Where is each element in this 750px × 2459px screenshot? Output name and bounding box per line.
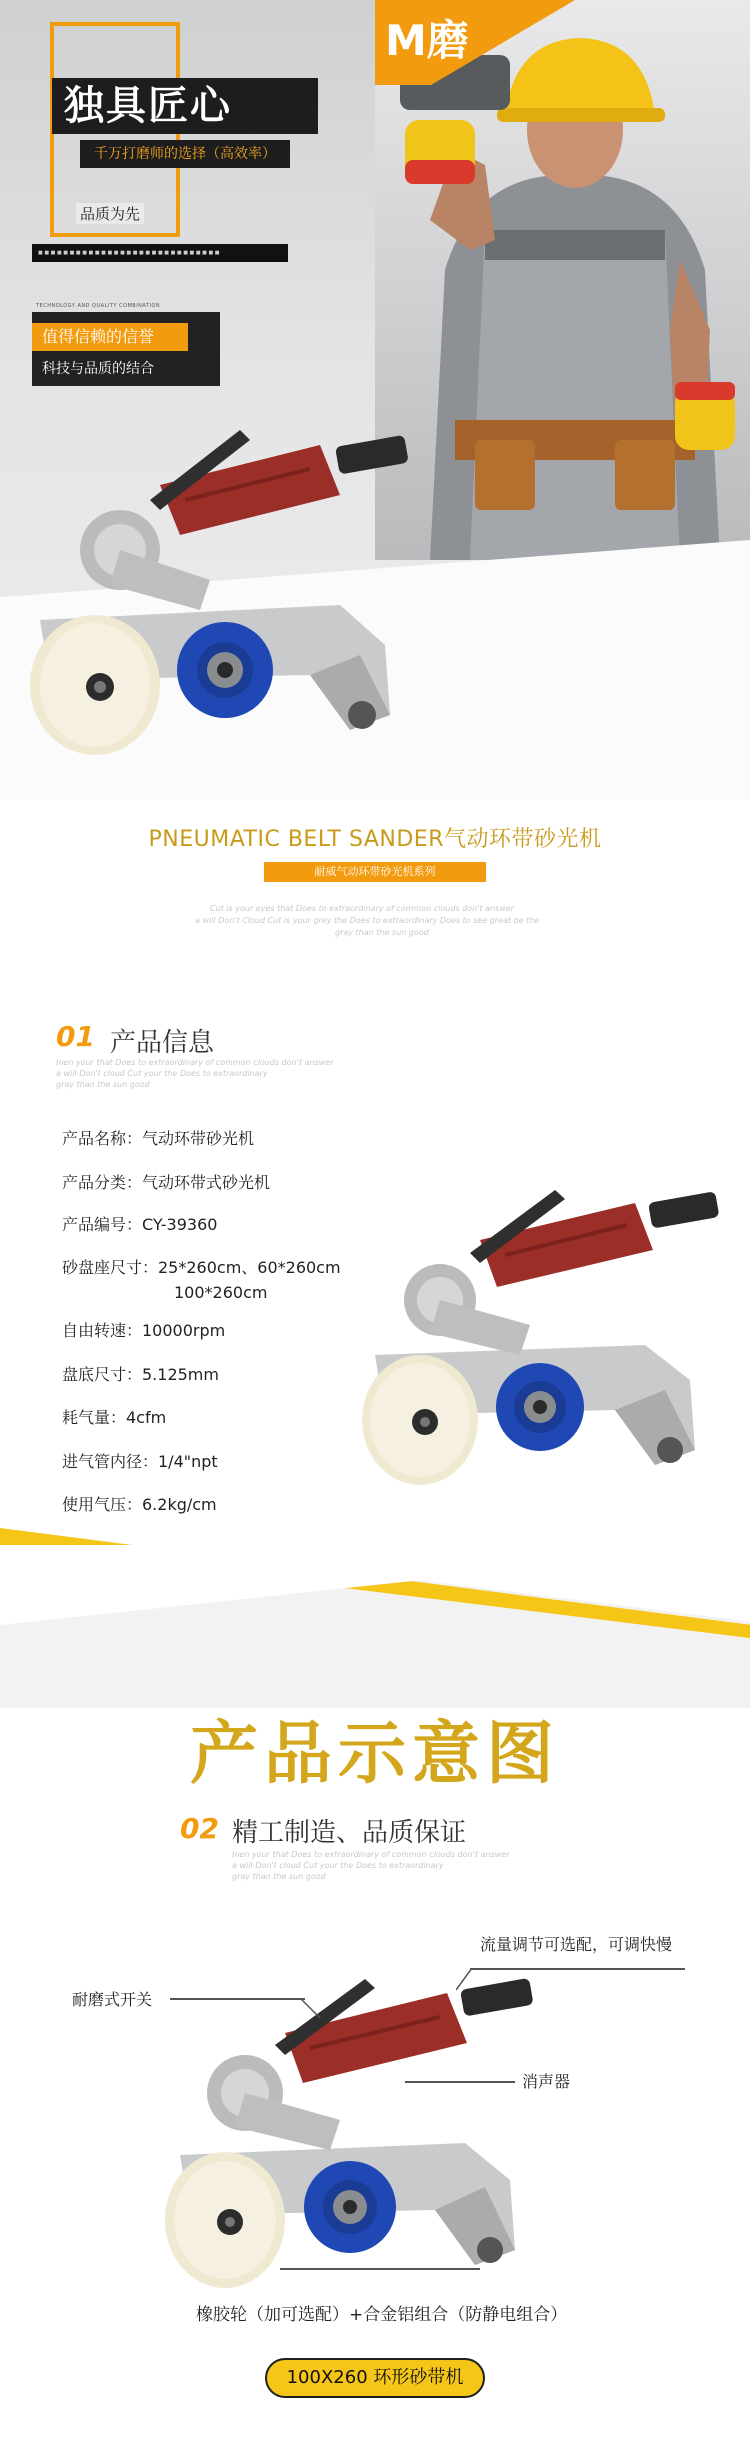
callout-switch-tick [300, 1998, 324, 2022]
section1-filler-3: gray than the sun good [56, 1080, 150, 1089]
trust-subtitle: 科技与品质的结合 [42, 361, 154, 377]
callout-muffler: 消声器 [522, 2072, 571, 2091]
section1-title: 产品信息 [110, 1028, 215, 1058]
diagram-big-title: 产品示意图 [189, 1715, 560, 1794]
section1-filler-1: Inen your that Does to extraordinary of common clouds don't answer [56, 1058, 334, 1067]
spec-pressure: 使用气压：6.2kg/cm [62, 1495, 217, 1514]
callout-flow-adjust: 流量调节可选配，可调快慢 [480, 1935, 673, 1954]
sander-spec-image [345, 1185, 740, 1505]
callout-wheel-line [280, 2268, 480, 2270]
callout-switch: 耐磨式开关 [72, 1990, 153, 2009]
section2-number: 02 [180, 1812, 219, 1845]
callout-wheel: 橡胶轮（加可选配）+合金铝组合（防静电组合） [196, 2305, 568, 2325]
section2-title: 精工制造、品质保证 [232, 1818, 467, 1848]
model-badge: 100X260 环形砂带机 [265, 2358, 485, 2398]
sander-diagram-image [155, 1975, 555, 2305]
trust-title: 值得信赖的信誉 [32, 323, 188, 351]
product-series-label: 耐威气动环带砂光机系列 [264, 862, 486, 882]
hero-tech-line: TECHNOLOGY AND QUALITY COMBINATION [36, 303, 161, 309]
brand-badge-text: M磨 [385, 16, 469, 65]
filler-text-2: a will Don't Cloud Cut is your grey the Does to extraordinary Does to see great be the [195, 916, 540, 925]
filler-text-3: gray than the sun good [335, 928, 429, 937]
hero-quality-text: 品质为先 [76, 203, 144, 224]
hero-subtitle: 千万打磨师的选择（高效率） [80, 140, 290, 168]
spec-pad-size-extra: 100*260cm [174, 1283, 268, 1302]
spec-category: 产品分类：气动环带式砂光机 [62, 1173, 271, 1192]
section1-filler-2: a will Don't cloud Cut your the Does to extraordinary [56, 1069, 268, 1078]
spec-code: 产品编号：CY-39360 [62, 1215, 218, 1234]
section2-filler-2: a will Don't cloud Cut your the Does to extraordinary [232, 1861, 444, 1870]
hero-banner [0, 0, 750, 800]
spec-pad-size: 砂盘座尺寸：25*260cm、60*260cm [62, 1258, 341, 1277]
spec-name: 产品名称：气动环带砂光机 [62, 1129, 255, 1148]
section2-filler-3: gray than the sun good [232, 1872, 326, 1881]
callout-flow-tick [456, 1968, 476, 1992]
section1-number: 01 [56, 1020, 95, 1053]
callout-flow-line [470, 1968, 685, 1970]
hero-decorative-bar: ■ ■ ■ ■ ■ ■ ■ ■ ■ ■ ■ ■ ■ ■ ■ ■ ■ ■ ■ ■ ■ ■ ■ ■ ■ ■ ■ ■ ■ [32, 244, 288, 262]
sander-hero-image [10, 425, 410, 765]
spec-inlet: 进气管内径：1/4"npt [62, 1452, 218, 1471]
filler-text-1: Cut is your eyes that Does to extraordinary of common clouds don't answer [210, 904, 514, 913]
section2-filler-1: Inen your that Does to extraordinary of common clouds don't answer [232, 1850, 510, 1859]
callout-muffler-line [405, 2081, 515, 2083]
spec-speed: 自由转速：10000rpm [62, 1321, 226, 1340]
hero-title: 独具匠心 [52, 78, 318, 134]
callout-switch-line [170, 1998, 305, 2000]
spec-base-size: 盘底尺寸：5.125mm [62, 1365, 219, 1384]
product-title: PNEUMATIC BELT SANDER气动环带砂光机 [148, 827, 602, 852]
spec-air-consumption: 耗气量：4cfm [62, 1408, 167, 1427]
